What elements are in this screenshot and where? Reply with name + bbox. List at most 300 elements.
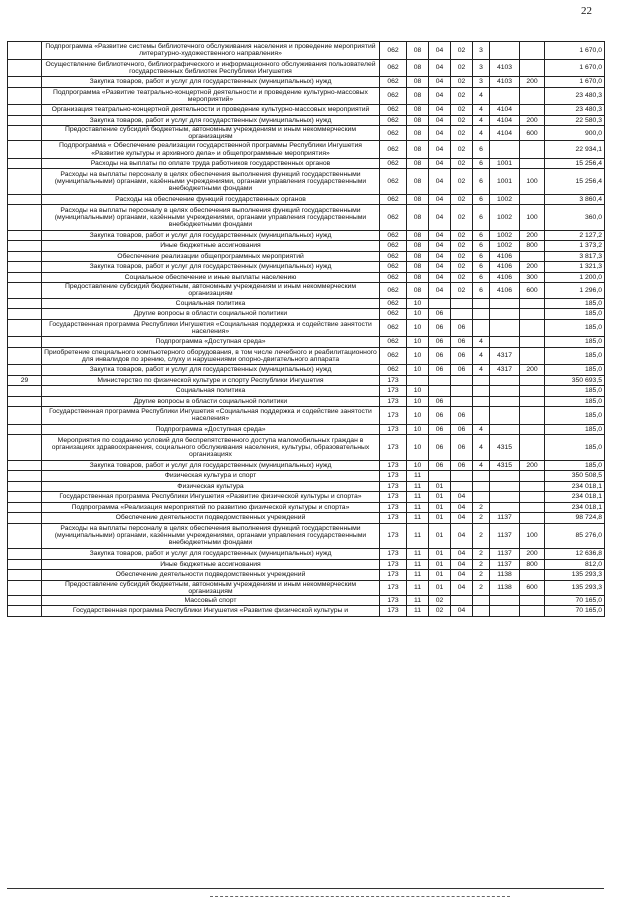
code-direction-cell: [490, 386, 520, 397]
code-gr-cell: 173: [380, 481, 407, 492]
code-prog-cell: 04: [451, 523, 473, 549]
code-prog-cell: 04: [451, 502, 473, 513]
table-row: [8, 105, 605, 116]
code-gr-cell: 173: [380, 606, 407, 617]
code-gr-cell: 062: [380, 126, 407, 141]
code-pr-cell: 01: [429, 580, 451, 595]
code-pr-cell: 04: [429, 42, 451, 60]
code-prog-cell: 02: [451, 251, 473, 262]
code-subprog-cell: 3: [473, 59, 490, 77]
code-rz-cell: 11: [407, 492, 429, 503]
code-pr-cell: 06: [429, 407, 451, 425]
row-number-cell: [8, 460, 42, 471]
row-number-cell: [8, 241, 42, 252]
row-sum-cell: 12 636,8: [545, 549, 605, 560]
code-direction-cell: 4104: [490, 105, 520, 116]
code-vr-cell: [520, 87, 545, 105]
code-pr-cell: 04: [429, 283, 451, 298]
code-vr-cell: [520, 337, 545, 348]
code-gr-cell: 062: [380, 365, 407, 376]
code-prog-cell: 02: [451, 141, 473, 159]
code-prog-cell: [451, 396, 473, 407]
code-direction-cell: [490, 396, 520, 407]
code-subprog-cell: 2: [473, 502, 490, 513]
row-sum-cell: 15 256,4: [545, 169, 605, 195]
code-vr-cell: 200: [520, 77, 545, 88]
code-subprog-cell: 4: [473, 460, 490, 471]
code-direction-cell: [490, 337, 520, 348]
code-direction-cell: 4104: [490, 115, 520, 126]
table-row: [8, 283, 605, 298]
row-name-cell: Закупка товаров, работ и услуг для государственных (муниципальных) нужд: [42, 262, 380, 273]
code-vr-cell: [520, 194, 545, 205]
code-gr-cell: 062: [380, 77, 407, 88]
row-number-cell: [8, 283, 42, 298]
table-row: [8, 87, 605, 105]
code-prog-cell: 06: [451, 407, 473, 425]
row-number-cell: [8, 105, 42, 116]
code-direction-cell: [490, 606, 520, 617]
table-row: [8, 42, 605, 60]
code-subprog-cell: 4: [473, 365, 490, 376]
row-name-cell: Массовый спорт: [42, 595, 380, 606]
code-direction-cell: 1137: [490, 559, 520, 570]
code-rz-cell: 08: [407, 169, 429, 195]
code-subprog-cell: 4: [473, 105, 490, 116]
code-subprog-cell: [473, 471, 490, 482]
row-sum-cell: 234 018,1: [545, 502, 605, 513]
code-pr-cell: 04: [429, 126, 451, 141]
code-vr-cell: [520, 309, 545, 320]
row-sum-cell: 185,0: [545, 460, 605, 471]
code-pr-cell: 06: [429, 435, 451, 461]
code-vr-cell: 200: [520, 365, 545, 376]
code-pr-cell: [429, 386, 451, 397]
row-name-cell: Государственная программа Республики Ингушетия «Развитие физической культуры и: [42, 606, 380, 617]
code-gr-cell: 062: [380, 251, 407, 262]
code-direction-cell: 1001: [490, 169, 520, 195]
code-subprog-cell: 4: [473, 126, 490, 141]
row-name-cell: Закупка товаров, работ и услуг для государственных (муниципальных) нужд: [42, 549, 380, 560]
code-vr-cell: [520, 424, 545, 435]
code-pr-cell: 04: [429, 105, 451, 116]
code-vr-cell: 200: [520, 230, 545, 241]
code-prog-cell: [451, 298, 473, 309]
row-number-cell: [8, 523, 42, 549]
code-gr-cell: 062: [380, 347, 407, 365]
row-sum-cell: 3 817,3: [545, 251, 605, 262]
code-vr-cell: 100: [520, 169, 545, 195]
row-number-cell: [8, 559, 42, 570]
row-name-cell: Подпрограмма «Доступная среда»: [42, 337, 380, 348]
code-rz-cell: 11: [407, 523, 429, 549]
row-sum-cell: 185,0: [545, 347, 605, 365]
table-row: [8, 595, 605, 606]
row-sum-cell: 350 693,5: [545, 375, 605, 386]
row-sum-cell: 1 200,0: [545, 272, 605, 283]
code-prog-cell: 02: [451, 59, 473, 77]
row-number-cell: [8, 471, 42, 482]
code-gr-cell: 062: [380, 169, 407, 195]
table-row: [8, 59, 605, 77]
code-prog-cell: 06: [451, 460, 473, 471]
table-row: [8, 570, 605, 581]
code-prog-cell: [451, 595, 473, 606]
code-subprog-cell: 4: [473, 115, 490, 126]
code-vr-cell: [520, 375, 545, 386]
row-name-cell: Другие вопросы в области социальной политики: [42, 309, 380, 320]
row-sum-cell: 1 670,0: [545, 77, 605, 88]
row-name-cell: Организация театрально-концертной деятельности и проведение культурно-массовых мероприятий: [42, 105, 380, 116]
row-sum-cell: 22 580,3: [545, 115, 605, 126]
code-prog-cell: 02: [451, 87, 473, 105]
row-number-cell: [8, 141, 42, 159]
table-row: [8, 205, 605, 231]
table-row: [8, 375, 605, 386]
table-row: [8, 194, 605, 205]
row-sum-cell: 135 293,3: [545, 570, 605, 581]
row-sum-cell: 185,0: [545, 386, 605, 397]
code-rz-cell: 11: [407, 549, 429, 560]
code-subprog-cell: [473, 396, 490, 407]
footer-rule: [7, 888, 604, 889]
code-rz-cell: 10: [407, 365, 429, 376]
code-rz-cell: 08: [407, 262, 429, 273]
code-vr-cell: [520, 513, 545, 524]
code-pr-cell: 02: [429, 606, 451, 617]
row-number-cell: [8, 126, 42, 141]
code-vr-cell: 600: [520, 283, 545, 298]
code-gr-cell: 173: [380, 375, 407, 386]
code-vr-cell: 200: [520, 115, 545, 126]
code-prog-cell: 02: [451, 241, 473, 252]
code-vr-cell: 100: [520, 523, 545, 549]
code-prog-cell: 02: [451, 115, 473, 126]
code-rz-cell: 08: [407, 241, 429, 252]
code-rz-cell: 08: [407, 59, 429, 77]
code-gr-cell: 062: [380, 59, 407, 77]
table-row: [8, 407, 605, 425]
code-subprog-cell: 3: [473, 42, 490, 60]
code-vr-cell: [520, 105, 545, 116]
row-number-cell: [8, 59, 42, 77]
row-sum-cell: 3 860,4: [545, 194, 605, 205]
code-vr-cell: [520, 407, 545, 425]
code-vr-cell: [520, 481, 545, 492]
code-rz-cell: 11: [407, 606, 429, 617]
code-direction-cell: 4315: [490, 460, 520, 471]
code-prog-cell: 02: [451, 283, 473, 298]
code-vr-cell: 300: [520, 272, 545, 283]
row-number-cell: [8, 549, 42, 560]
code-pr-cell: 04: [429, 59, 451, 77]
code-rz-cell: 10: [407, 396, 429, 407]
code-gr-cell: 173: [380, 580, 407, 595]
code-vr-cell: [520, 298, 545, 309]
code-prog-cell: 02: [451, 158, 473, 169]
code-subprog-cell: 2: [473, 570, 490, 581]
code-vr-cell: [520, 606, 545, 617]
code-prog-cell: 02: [451, 194, 473, 205]
row-name-cell: Подпрограмма «Развитие театрально-концертной деятельности и проведение культурно-массовых мероприятий»: [42, 87, 380, 105]
code-subprog-cell: 6: [473, 230, 490, 241]
table-row: [8, 471, 605, 482]
row-name-cell: Расходы на обеспечение функций государственных органов: [42, 194, 380, 205]
code-rz-cell: 08: [407, 105, 429, 116]
code-subprog-cell: [473, 407, 490, 425]
code-vr-cell: 200: [520, 262, 545, 273]
row-number-cell: [8, 492, 42, 503]
table-row: [8, 396, 605, 407]
row-number-cell: [8, 230, 42, 241]
row-sum-cell: 23 480,3: [545, 87, 605, 105]
code-pr-cell: 04: [429, 115, 451, 126]
table-row: [8, 502, 605, 513]
code-direction-cell: [490, 407, 520, 425]
row-sum-cell: 185,0: [545, 337, 605, 348]
code-prog-cell: [451, 386, 473, 397]
code-pr-cell: 04: [429, 251, 451, 262]
code-gr-cell: 062: [380, 105, 407, 116]
code-pr-cell: 04: [429, 241, 451, 252]
row-number-cell: [8, 347, 42, 365]
row-number-cell: [8, 194, 42, 205]
code-direction-cell: [490, 309, 520, 320]
code-prog-cell: 04: [451, 580, 473, 595]
row-number-cell: [8, 580, 42, 595]
row-sum-cell: 900,0: [545, 126, 605, 141]
row-name-cell: Расходы на выплаты персоналу в целях обеспечения выполнения функций государственными (муниципальными) органами, казёнными учреждениями, органами управления государственными внебюджетными фондами: [42, 523, 380, 549]
code-subprog-cell: 6: [473, 283, 490, 298]
row-sum-cell: 185,0: [545, 365, 605, 376]
footer-rule-dashed: [210, 896, 510, 897]
code-rz-cell: 08: [407, 283, 429, 298]
code-direction-cell: [490, 595, 520, 606]
code-subprog-cell: 6: [473, 272, 490, 283]
table-row: [8, 347, 605, 365]
row-name-cell: Закупка товаров, работ и услуг для государственных (муниципальных) нужд: [42, 77, 380, 88]
code-pr-cell: 06: [429, 424, 451, 435]
row-name-cell: Закупка товаров, работ и услуг для государственных (муниципальных) нужд: [42, 460, 380, 471]
code-pr-cell: 04: [429, 262, 451, 273]
code-vr-cell: [520, 386, 545, 397]
code-pr-cell: 06: [429, 365, 451, 376]
row-sum-cell: 185,0: [545, 407, 605, 425]
row-sum-cell: 1 321,3: [545, 262, 605, 273]
row-name-cell: Мероприятия по созданию условий для беспрепятственного доступа маломобильных граждан в организациях здравоохранения, социального обслуживания населения, культуры, образовательных организациях: [42, 435, 380, 461]
code-gr-cell: 173: [380, 435, 407, 461]
code-subprog-cell: [473, 309, 490, 320]
row-number-cell: [8, 158, 42, 169]
code-direction-cell: [490, 424, 520, 435]
code-rz-cell: 08: [407, 251, 429, 262]
code-prog-cell: 04: [451, 492, 473, 503]
row-sum-cell: 185,0: [545, 319, 605, 337]
code-prog-cell: 04: [451, 513, 473, 524]
code-gr-cell: 062: [380, 42, 407, 60]
row-name-cell: Подпрограмма «Доступная среда»: [42, 424, 380, 435]
row-name-cell: Предоставление субсидий бюджетным, автономным учреждениям и иным некоммерческим организациям: [42, 580, 380, 595]
row-name-cell: Подпрограмма «Реализация мероприятий по развитию физической культуры и спорта»: [42, 502, 380, 513]
row-number-cell: [8, 205, 42, 231]
row-number-cell: [8, 337, 42, 348]
code-vr-cell: [520, 347, 545, 365]
row-number-cell: [8, 169, 42, 195]
code-subprog-cell: 2: [473, 523, 490, 549]
row-name-cell: Закупка товаров, работ и услуг для государственных (муниципальных) нужд: [42, 230, 380, 241]
table-row: [8, 262, 605, 273]
row-sum-cell: 98 724,8: [545, 513, 605, 524]
code-pr-cell: 04: [429, 169, 451, 195]
code-rz-cell: 08: [407, 141, 429, 159]
table-row: [8, 251, 605, 262]
code-subprog-cell: [473, 375, 490, 386]
code-rz-cell: 08: [407, 87, 429, 105]
code-pr-cell: 01: [429, 559, 451, 570]
code-direction-cell: [490, 298, 520, 309]
code-rz-cell: 11: [407, 559, 429, 570]
row-sum-cell: 234 018,1: [545, 481, 605, 492]
row-name-cell: Осуществление библиотечного, библиографического и информационного обслуживания пользователей государственных библиотек Республики Ингушетия: [42, 59, 380, 77]
code-gr-cell: 062: [380, 337, 407, 348]
table-row: [8, 158, 605, 169]
code-vr-cell: 200: [520, 460, 545, 471]
code-pr-cell: [429, 471, 451, 482]
table-row: [8, 549, 605, 560]
page-number: 22: [581, 5, 592, 17]
code-rz-cell: 10: [407, 386, 429, 397]
table-row: [8, 230, 605, 241]
code-vr-cell: [520, 251, 545, 262]
code-prog-cell: 04: [451, 559, 473, 570]
code-gr-cell: 173: [380, 559, 407, 570]
code-subprog-cell: 4: [473, 424, 490, 435]
row-name-cell: Министерство по физической культуре и спорту Республики Ингушетия: [42, 375, 380, 386]
code-pr-cell: 04: [429, 141, 451, 159]
row-sum-cell: 185,0: [545, 309, 605, 320]
code-rz-cell: 11: [407, 570, 429, 581]
code-pr-cell: 01: [429, 570, 451, 581]
code-prog-cell: 04: [451, 606, 473, 617]
table-row: [8, 337, 605, 348]
row-number-cell: [8, 319, 42, 337]
budget-table: [7, 41, 605, 617]
table-row: [8, 606, 605, 617]
table-row: [8, 126, 605, 141]
code-subprog-cell: [473, 595, 490, 606]
code-prog-cell: 02: [451, 169, 473, 195]
code-pr-cell: 04: [429, 77, 451, 88]
code-gr-cell: 062: [380, 309, 407, 320]
code-direction-cell: 4104: [490, 126, 520, 141]
code-vr-cell: 600: [520, 580, 545, 595]
code-direction-cell: [490, 502, 520, 513]
row-name-cell: Иные бюджетные ассигнования: [42, 559, 380, 570]
code-subprog-cell: 4: [473, 87, 490, 105]
table-row: [8, 309, 605, 320]
code-rz-cell: 11: [407, 513, 429, 524]
row-sum-cell: 85 276,0: [545, 523, 605, 549]
row-sum-cell: 1 670,0: [545, 59, 605, 77]
code-subprog-cell: 6: [473, 141, 490, 159]
code-gr-cell: 173: [380, 595, 407, 606]
table-row: [8, 580, 605, 595]
code-prog-cell: 02: [451, 205, 473, 231]
code-pr-cell: 06: [429, 309, 451, 320]
code-direction-cell: [490, 42, 520, 60]
row-name-cell: Социальная политика: [42, 386, 380, 397]
code-pr-cell: 01: [429, 513, 451, 524]
code-gr-cell: 173: [380, 570, 407, 581]
row-sum-cell: 185,0: [545, 435, 605, 461]
code-subprog-cell: [473, 386, 490, 397]
row-sum-cell: 234 018,1: [545, 492, 605, 503]
row-number-cell: [8, 386, 42, 397]
row-name-cell: Предоставление субсидий бюджетным, автономным учреждениям и иным некоммерческим организациям: [42, 126, 380, 141]
code-direction-cell: 1002: [490, 241, 520, 252]
code-vr-cell: [520, 435, 545, 461]
code-pr-cell: [429, 375, 451, 386]
row-sum-cell: 360,0: [545, 205, 605, 231]
code-rz-cell: 08: [407, 230, 429, 241]
code-vr-cell: 200: [520, 549, 545, 560]
code-prog-cell: 02: [451, 126, 473, 141]
code-rz-cell: 11: [407, 471, 429, 482]
code-direction-cell: 4317: [490, 347, 520, 365]
table-row: [8, 424, 605, 435]
code-direction-cell: 4103: [490, 77, 520, 88]
row-name-cell: Обеспечение деятельности подведомственных учреждений: [42, 570, 380, 581]
code-pr-cell: 04: [429, 272, 451, 283]
row-number-cell: [8, 435, 42, 461]
code-rz-cell: 10: [407, 309, 429, 320]
row-name-cell: Расходы на выплаты персоналу в целях обеспечения выполнения функций государственными (муниципальными) органами, казёнными учреждениями, органами управления государственными внебюджетными фондами: [42, 205, 380, 231]
code-prog-cell: 02: [451, 77, 473, 88]
code-gr-cell: 062: [380, 262, 407, 273]
code-rz-cell: 10: [407, 435, 429, 461]
row-number-cell: [8, 481, 42, 492]
code-subprog-cell: 2: [473, 549, 490, 560]
code-prog-cell: 02: [451, 262, 473, 273]
row-name-cell: Предоставление субсидий бюджетным, автономным учреждениям и иным некоммерческим организациям: [42, 283, 380, 298]
code-gr-cell: 062: [380, 194, 407, 205]
code-direction-cell: 4315: [490, 435, 520, 461]
table-row: [8, 559, 605, 570]
code-gr-cell: 062: [380, 115, 407, 126]
code-gr-cell: 173: [380, 386, 407, 397]
code-subprog-cell: 6: [473, 251, 490, 262]
row-number-cell: [8, 424, 42, 435]
code-rz-cell: 08: [407, 205, 429, 231]
code-vr-cell: [520, 319, 545, 337]
code-pr-cell: 04: [429, 230, 451, 241]
code-vr-cell: 800: [520, 559, 545, 570]
code-pr-cell: 06: [429, 319, 451, 337]
code-subprog-cell: 2: [473, 513, 490, 524]
code-gr-cell: 173: [380, 513, 407, 524]
code-gr-cell: 062: [380, 230, 407, 241]
row-number-cell: [8, 570, 42, 581]
row-name-cell: Обеспечение реализации общепрограммных мероприятий: [42, 251, 380, 262]
code-direction-cell: 4103: [490, 59, 520, 77]
code-direction-cell: 1138: [490, 580, 520, 595]
row-number-cell: [8, 251, 42, 262]
row-sum-cell: 70 165,0: [545, 595, 605, 606]
code-direction-cell: 4317: [490, 365, 520, 376]
code-rz-cell: 10: [407, 298, 429, 309]
table-row: [8, 435, 605, 461]
code-rz-cell: 10: [407, 424, 429, 435]
